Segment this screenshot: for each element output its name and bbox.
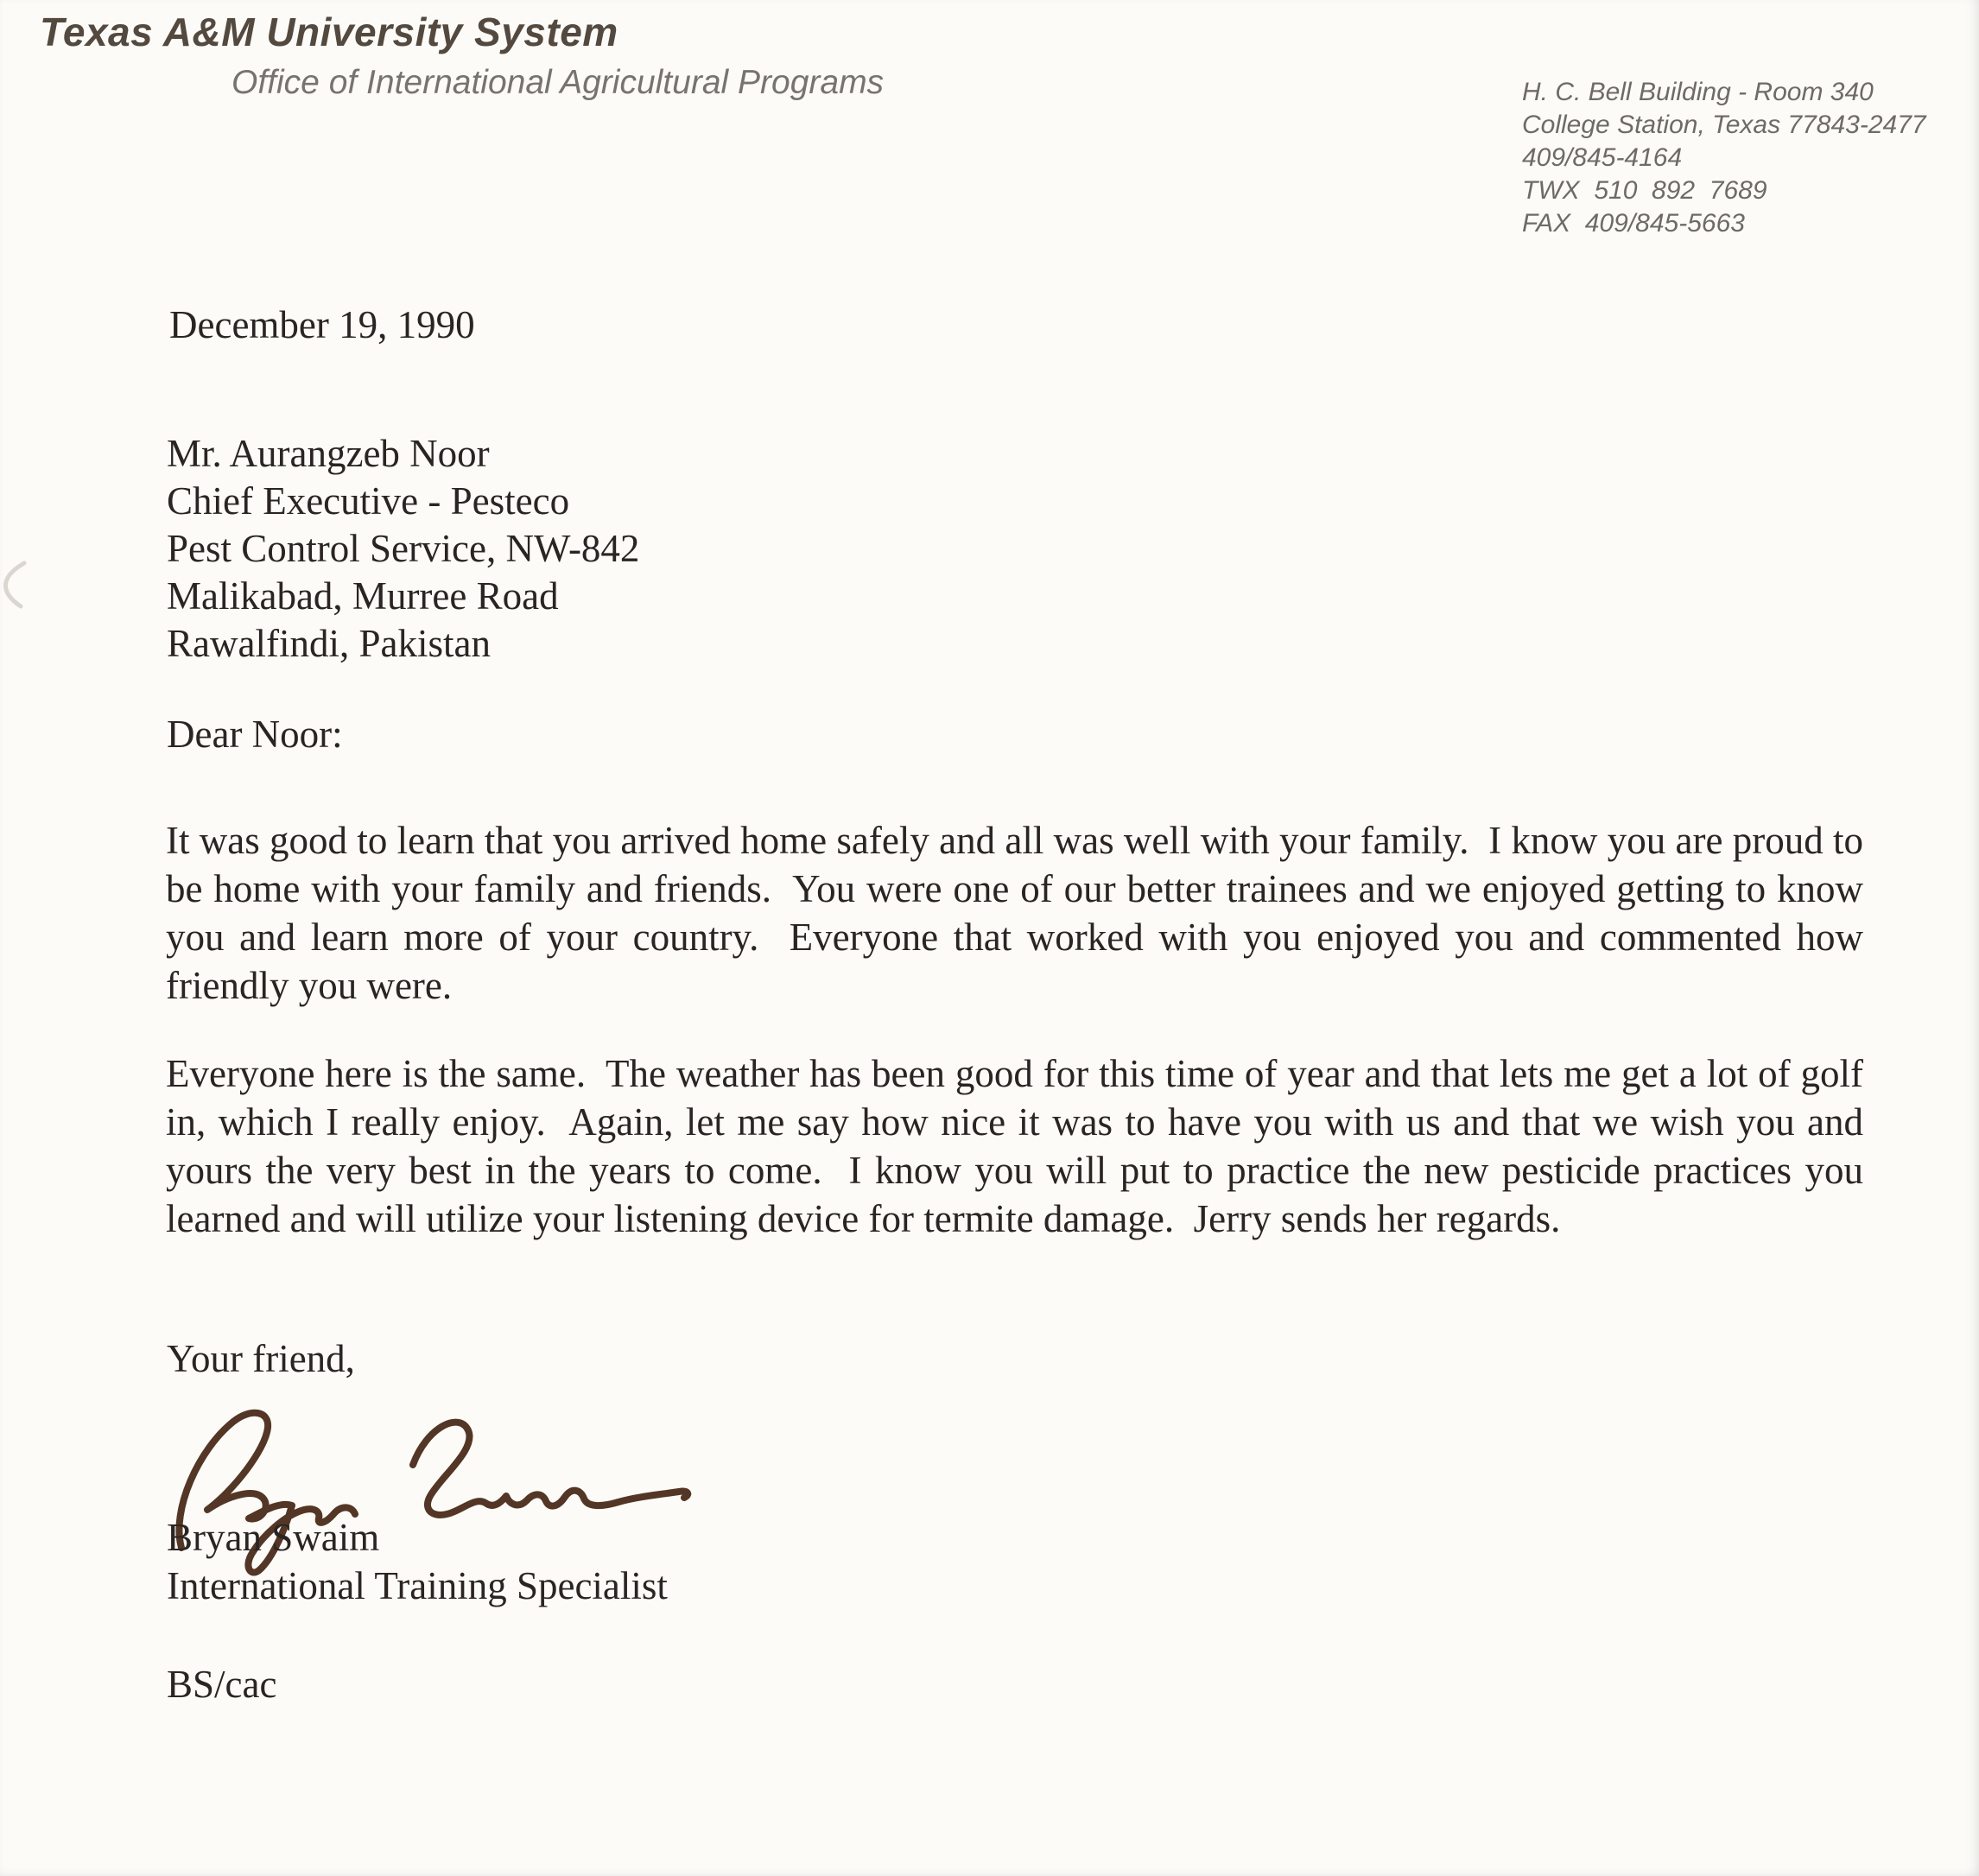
body-paragraph-2: Everyone here is the same. The weather has been good for this time of year and that lets me get a lot of golf in, which I really enjoy. Again, let me say how nice it was to have you with us and that we wish you and yours the very best in the years to come. I know you will put to practice the new pesticide practices you learned and will utilize your listening device for termite damage. Jerry sends her regards. [166,1052,1874,1240]
recipient-company: Pest Control Service, NW-842 [167,527,640,570]
scan-curl-artifact [0,560,33,610]
signature-stroke-last-name [413,1423,688,1515]
recipient-name: Mr. Aurangzeb Noor [167,432,490,475]
letterhead-address-line: College Station, Texas 77843-2477 [1522,111,1926,139]
reference-initials: BS/cac [167,1663,277,1706]
scan-curl-stroke [5,563,24,606]
letterhead-phone: 409/845-4164 [1522,143,1683,172]
signer-title: International Training Specialist [167,1564,668,1607]
body-paragraph-1: It was good to learn that you arrived home safely and all was well with your family. I know you are proud to be home with your family and friends. You were one of our better trainees and we enjoyed getting to know you and learn more of your country. Everyone that worked with you enjoyed you and commented how friendly you were. [166,819,1874,1007]
letterhead-twx: TWX 510 892 7689 [1522,176,1767,205]
letterhead-address-block [1522,76,1926,240]
letterhead-address-line: H. C. Bell Building - Room 340 [1522,78,1874,106]
letter-date: December 19, 1990 [169,303,475,346]
signer-name: Bryan Swaim [167,1516,380,1559]
recipient-city-country: Rawalfindi, Pakistan [167,622,491,665]
letterhead-office: Office of International Agricultural Programs [232,64,885,101]
recipient-street: Malikabad, Murree Road [167,574,559,618]
letterhead-organization: Texas A&M University System [40,10,618,54]
letterhead-fax: FAX 409/845-5663 [1522,209,1745,238]
recipient-address-block [167,430,639,668]
recipient-title: Chief Executive - Pesteco [167,479,570,523]
closing-phrase: Your friend, [167,1337,355,1380]
salutation: Dear Noor: [167,713,343,756]
